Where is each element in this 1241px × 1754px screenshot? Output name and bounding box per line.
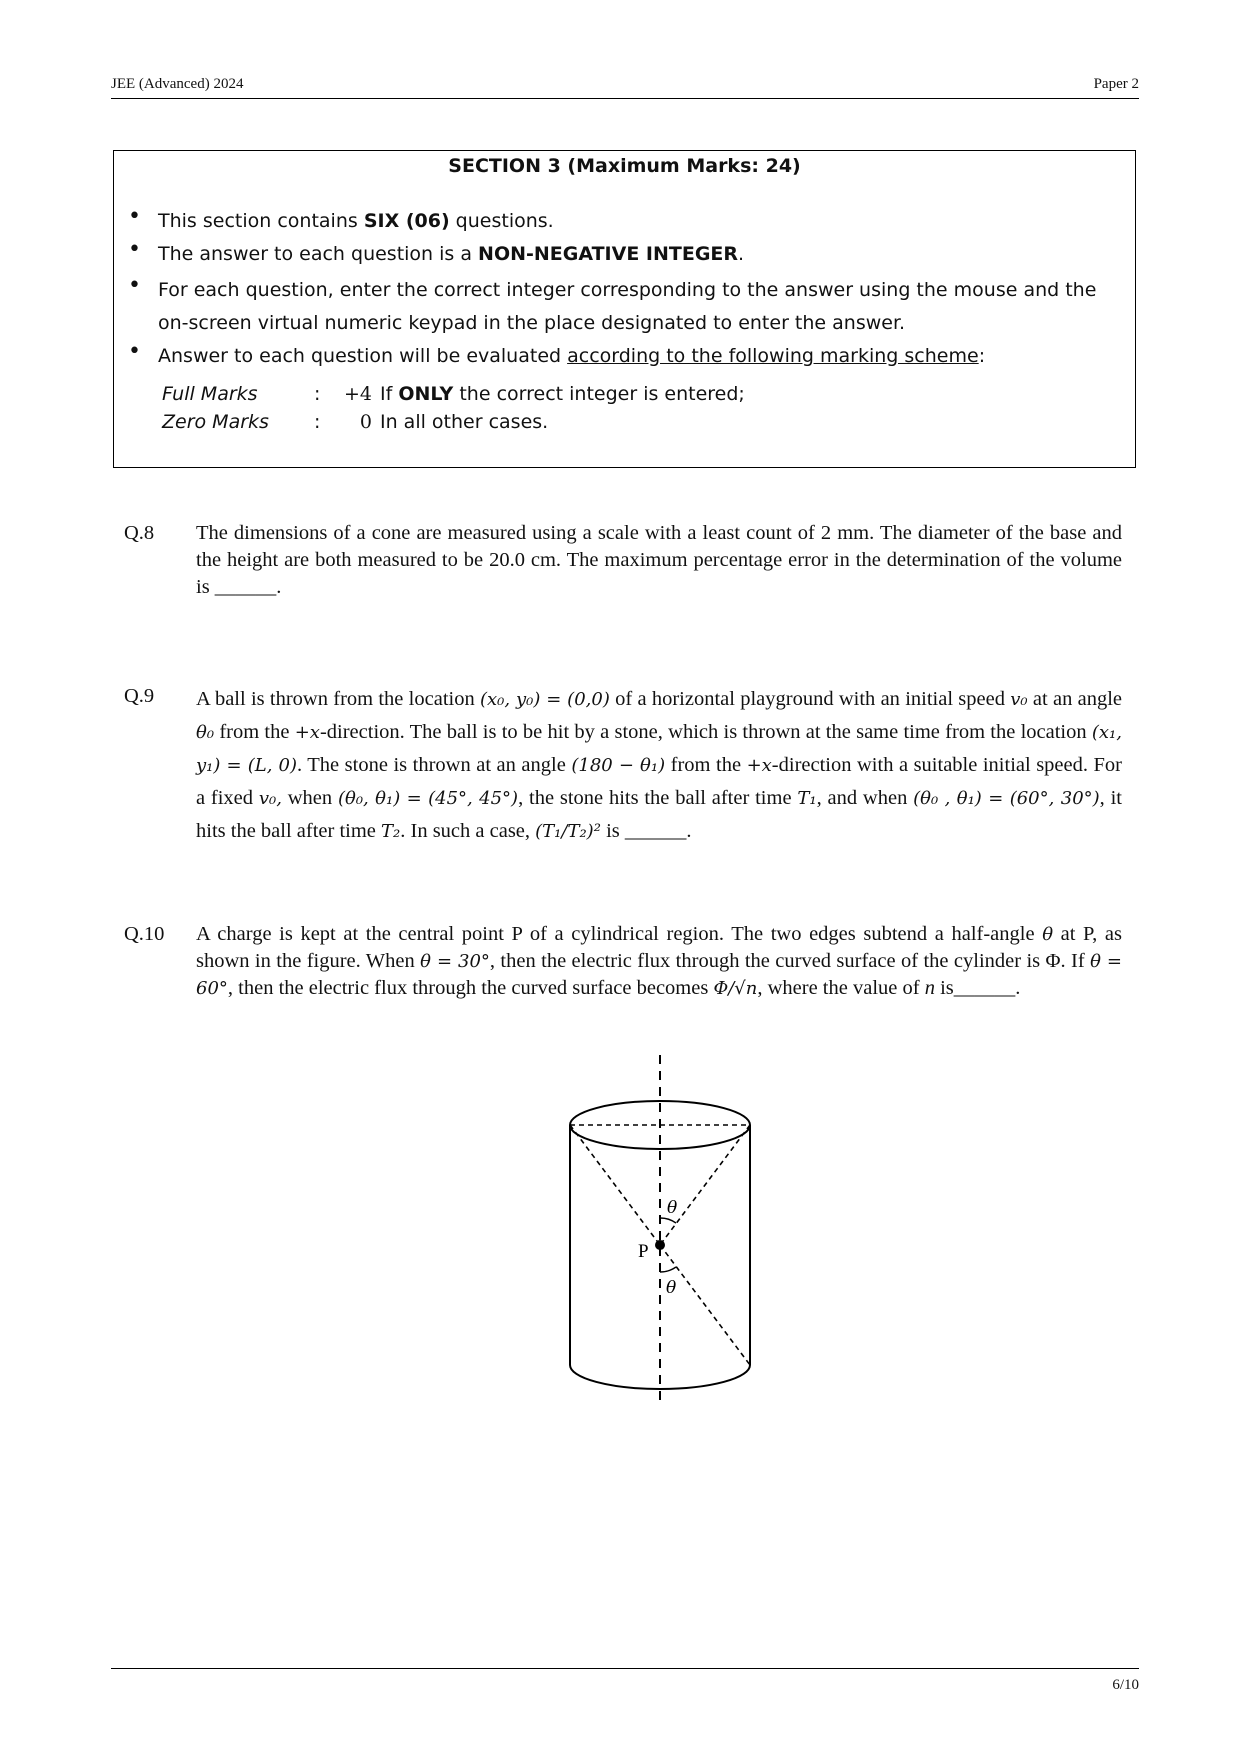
page-footer: [111, 1668, 1139, 1693]
text-run: at an angle: [1027, 688, 1122, 710]
marks-desc: the correct integer is entered;: [453, 383, 745, 405]
marks-desc-bold: ONLY: [398, 383, 454, 405]
text-run: A charge is kept at the central point P of a cylindrical region. The two edges subtend a half-angle: [196, 923, 1043, 945]
text-run: from the: [214, 721, 295, 743]
bullet-bold: NON-NEGATIVE INTEGER: [478, 243, 739, 265]
text-run: . The stone is thrown at an angle: [297, 754, 572, 776]
bullet-text: .: [738, 243, 745, 265]
math-expr: Φ/√n: [713, 978, 758, 999]
page-header: [111, 74, 1139, 99]
exam-name: JEE (Advanced) 2024: [111, 76, 244, 92]
edge-line-right-top: [660, 1125, 750, 1245]
instruction-bullet-3: [126, 274, 1121, 340]
bullet-text: Answer to each question will be evaluated: [158, 345, 568, 367]
math-expr: v₀,: [258, 788, 282, 809]
bullet-text: questions.: [449, 210, 554, 232]
bullet-icon: •: [128, 273, 141, 298]
math-expr: v₀: [1010, 689, 1028, 710]
text-run: , then the electric flux through the curved surface of the cylinder is Φ. If: [489, 950, 1091, 972]
math-expr: +x: [294, 722, 320, 743]
bullet-underline: according to the following marking scheme: [567, 345, 979, 367]
math-expr: θ = 30°: [420, 951, 490, 972]
question-number: Q.8: [124, 522, 155, 544]
math-expr: (T₁/T₂)²: [535, 821, 601, 842]
math-expr: (180 − θ₁): [571, 755, 666, 776]
marks-colon: :: [314, 411, 321, 433]
marks-value: +4: [343, 383, 372, 405]
question-text: The dimensions of a cone are measured using a scale with a least count of 2 mm. The diameter of the base and the height are both measured to be 20.0 cm. The maximum percentage error in the determination of the volume is ______.: [196, 522, 1122, 598]
math-expr: (θ₀, θ₁) = (45°, 45°): [337, 788, 519, 809]
math-expr: T₁: [797, 788, 817, 809]
point-label: P: [638, 1241, 649, 1262]
cylinder-figure: [560, 1055, 760, 1405]
text-run: is ______.: [600, 820, 692, 842]
math-expr: θ: [1042, 924, 1054, 945]
text-run: , then the electric flux through the curved surface becomes: [227, 977, 714, 999]
instruction-bullet-2: [126, 238, 1121, 271]
text-run: at P, as shown in the figure. When: [196, 923, 1123, 972]
bullet-text: For each question, enter the correct integer corresponding to the answer using the mouse and the on-screen virtual numeric keypad in the place designated to enter the answer.: [158, 279, 1097, 334]
text-run: A ball is thrown from the location: [196, 688, 480, 710]
math-expr: (x₀, y₀) = (0,0): [479, 689, 610, 710]
math-expr: (θ₀ , θ₁) = (60°, 30°): [913, 788, 1100, 809]
math-expr: θ₀: [196, 722, 215, 743]
edge-line-right-bottom: [660, 1245, 750, 1365]
marks-desc: In all other cases.: [380, 411, 549, 433]
angle-label-top: θ: [667, 1198, 678, 1218]
question-number: Q.10: [124, 923, 165, 945]
bullet-text: This section contains: [158, 210, 364, 232]
charge-point: [655, 1240, 665, 1250]
question-number: Q.9: [124, 685, 155, 707]
bullet-icon: •: [128, 339, 141, 364]
bullet-text: :: [978, 345, 986, 367]
text-run: , the stone hits the ball after time: [518, 787, 798, 809]
section-instructions-box: [113, 150, 1136, 468]
math-expr: n: [924, 977, 935, 999]
instruction-bullet-4: [126, 340, 1121, 373]
paper-name: Paper 2: [1093, 76, 1139, 92]
angle-label-bottom: θ: [666, 1278, 677, 1298]
text-run: -direction. The ball is to be hit by a stone, which is thrown at the same time from the location: [319, 721, 1092, 743]
math-expr: T₂: [381, 821, 401, 842]
marks-colon: :: [314, 383, 321, 405]
question-text: [196, 683, 1122, 848]
text-run: , where the value of: [757, 977, 925, 999]
text-run: when: [281, 787, 338, 809]
angle-arc-bottom: [660, 1267, 676, 1272]
page-number: 6/10: [1112, 1677, 1139, 1693]
text-run: , and when: [816, 787, 914, 809]
text-run: . In such a case,: [400, 820, 536, 842]
text-run: , it hits the ball after time: [196, 787, 1122, 842]
bullet-icon: •: [128, 204, 141, 229]
text-run: of a horizontal playground with an initial speed: [609, 688, 1011, 710]
question-text: [196, 921, 1122, 1002]
math-expr: θ = 60°: [196, 951, 1122, 999]
marks-value: 0: [359, 411, 372, 433]
math-expr: +x: [746, 755, 772, 776]
text-run: from the: [665, 754, 747, 776]
marks-label: Zero Marks: [162, 411, 269, 433]
text-run: -direction with a suitable initial speed. For a fixed: [196, 754, 1122, 809]
angle-arc-top: [660, 1218, 676, 1223]
marks-desc: If: [380, 383, 399, 405]
bullet-text: The answer to each question is a: [158, 243, 479, 265]
bullet-icon: •: [128, 237, 141, 262]
marks-label: Full Marks: [162, 383, 258, 405]
math-expr: (x₁, y₁) = (L, 0): [196, 722, 1122, 776]
text-run: is______.: [934, 977, 1021, 999]
section-title: SECTION 3 (Maximum Marks: 24): [448, 155, 801, 177]
bullet-bold: SIX (06): [363, 210, 450, 232]
instruction-bullet-1: [126, 205, 1121, 238]
edge-line-left: [570, 1125, 660, 1245]
